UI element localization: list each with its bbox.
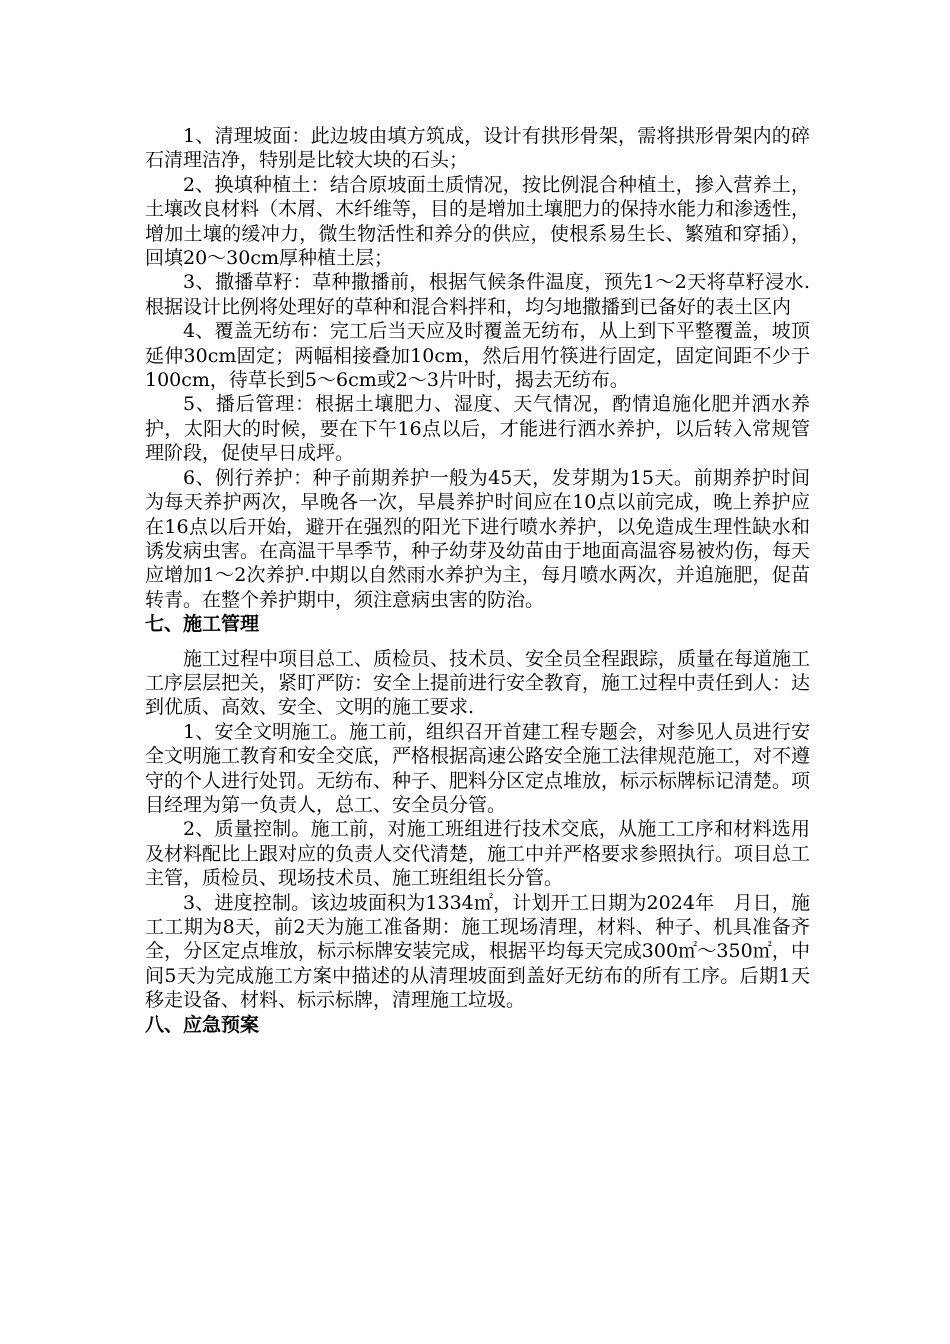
paragraph-quality: 2、质量控制。施工前，对施工班组进行技术交底，从施工工序和材料选用及材料配比上跟对应的负责人交代清楚，施工中并严格要求参照执行。项目总工主管，质检员、现场技术员、施工班组组长分管。 [145,818,811,890]
paragraph-safety: 1、安全文明施工。施工前，组织召开首建工程专题会，对参见人员进行安全文明施工教育和安全交底，严格根据高速公路安全施工法律规范施工，对不遵守的个人进行处罚。无纺布、种子、肥料分区定点堆放，标示标牌标记清楚。项目经理为第一负责人，总工、安全员分管。 [145,720,811,816]
document-body [145,124,810,1037]
paragraph-routine-care: 6、例行养护：种子前期养护一般为45天，发芽期为15天。前期养护时间为每天养护两次，早晚各一次，早晨养护时间应在10点以前完成，晚上养护应在16点以后开始，避开在强烈的阳光下进行喷水养护，以免造成生理性缺水和诱发病虫害。在高温干旱季节，种子幼芽及幼苗由于地面高温容易被灼伤，每天应增加1～2次养护.中期以自然雨水养护为主，每月喷水两次，并追施肥，促苗转青。在整个养护期中，须注意病虫害的防治。 [145,466,811,611]
paragraph-post-sowing: 5、播后管理：根据土壤肥力、湿度、天气情况，酌情追施化肥并洒水养护，太阳大的时候，要在下午16点以后，才能进行洒水养护，以后转入常规管理阶段，促使早日成坪。 [145,393,810,465]
paragraph-sow-seeds: 3、撒播草籽：草种撒播前，根据气候条件温度，预先1～2天将草籽浸水.根据设计比例将处理好的草种和混合料拌和，均匀地撒播到已备好的表土区内 [145,271,810,318]
section-heading-emergency-plan: 八、应急预案 [145,1013,260,1036]
paragraph-clear-slope: 1、清理坡面：此边坡由填方筑成，设计有拱形骨架，需将拱形骨架内的碎石清理洁净，特别是比较大块的石头； [145,125,810,172]
section-heading-construction-management: 七、施工管理 [145,613,260,636]
paragraph-schedule: 3、进度控制。该边坡面积为1334㎡，计划开工日期为2024年 月日，施工工期为8天，前2天为施工准备期：施工现场清理，材料、种子、机具准备齐全，分区定点堆放，标示标牌安装完成，根据平均每天完成300㎡～350㎡，中间5天为完成施工方案中描述的从清理坡面到盖好无纺布的所有工序。后期1天移走设备、材料、标示标牌，清理施工垃圾。 [145,891,810,1012]
paragraph-cover-fabric: 4、覆盖无纺布：完工后当天应及时覆盖无纺布，从上到下平整覆盖，坡顶延伸30cm固定；两幅相接叠加10cm，然后用竹筷进行固定，固定间距不少于100cm，待草长到5～6cm或2～3片叶时，揭去无纺布。 [145,320,810,392]
paragraph-management-intro: 施工过程中项目总工、质检员、技术员、安全员全程跟踪，质量在每道施工工序层层把关，紧盯严防：安全上提前进行安全教育，施工过程中责任到人：达到优质、高效、安全、文明的施工要求. [145,647,811,719]
paragraph-replace-soil: 2、换填种植土：结合原坡面土质情况，按比例混合种植土，掺入营养土，土壤改良材料（木屑、木纤维等，目的是增加土壤肥力的保持水能力和渗透性，增加土壤的缓冲力，微生物活性和养分的供应，使根系易生长、繁殖和穿插），回填20～30cm厚种植土层； [145,173,811,270]
